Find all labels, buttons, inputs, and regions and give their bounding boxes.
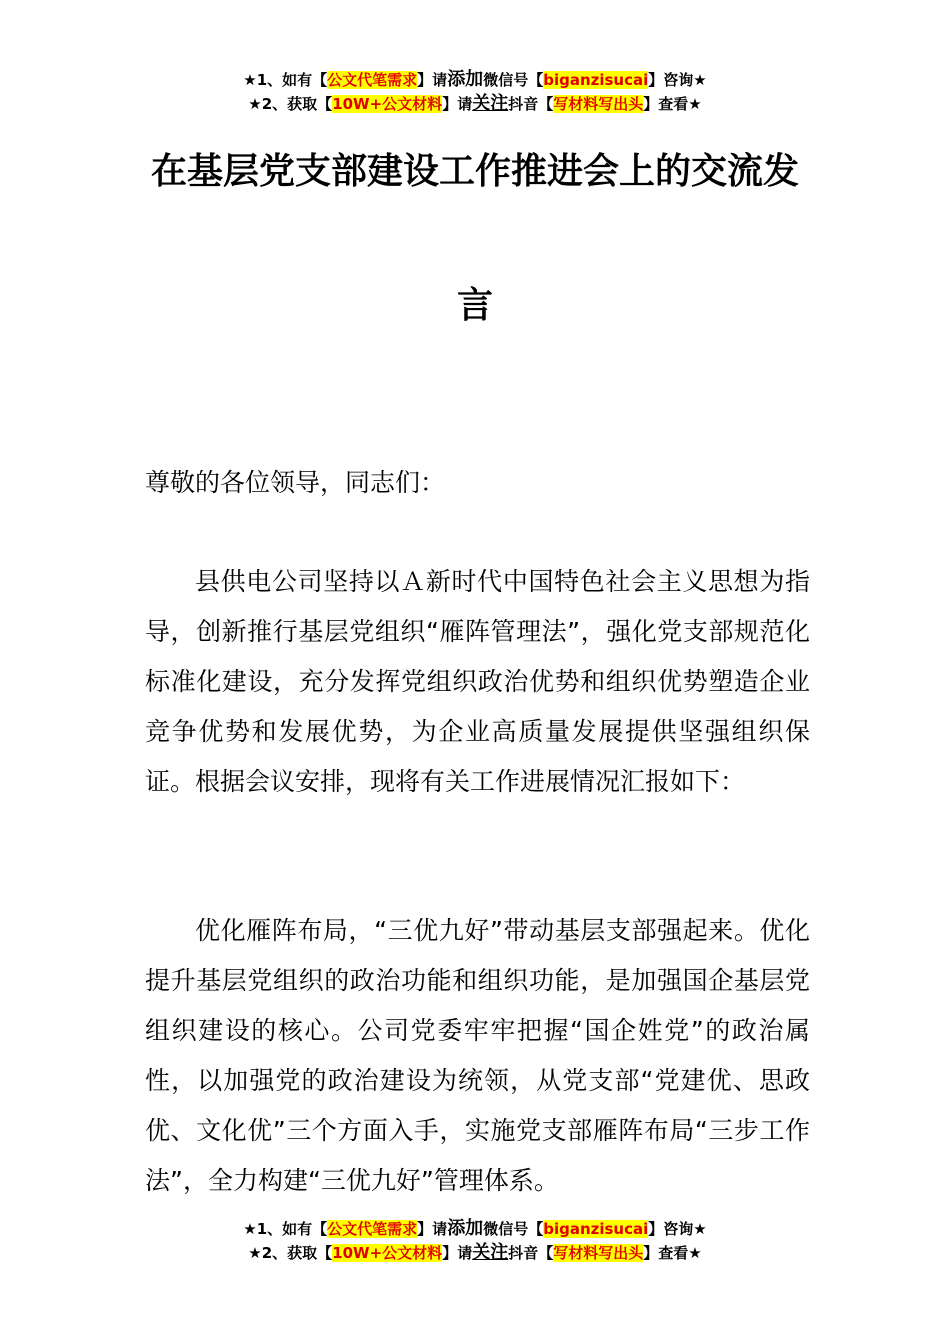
footer-highlight-service: 公文代笔需求	[327, 1220, 418, 1238]
banner-line-1: ★1、如有【公文代笔需求】请添加微信号【biganzisucai】咨询★	[243, 69, 707, 90]
title-line-2: 言	[456, 285, 493, 326]
footer-highlight-wechat: biganzisucai	[543, 1220, 649, 1238]
footer-line-2: ★2、获取【10W+公文材料】请关注抖音【写材料写出头】查看★	[248, 1242, 702, 1263]
header-banner	[0, 68, 950, 116]
footer-line-1: ★1、如有【公文代笔需求】请添加微信号【biganzisucai】咨询★	[243, 1218, 707, 1239]
banner-highlight-service: 公文代笔需求	[327, 71, 418, 89]
footer-highlight-douyin: 写材料写出头	[553, 1244, 644, 1262]
footer-banner	[0, 1217, 950, 1265]
banner-highlight-materials: 10W+公文材料	[332, 95, 443, 113]
banner-line-2: ★2、获取【10W+公文材料】请关注抖音【写材料写出头】查看★	[248, 93, 702, 114]
paragraph-intro: 县供电公司坚持以Ａ新时代中国特色社会主义思想为指导，创新推行基层党组织“雁阵管理法”，强化党支部规范化标准化建设，充分发挥党组织政治优势和组织优势塑造企业竞争优势和发展优势，为企业高质量发展提供坚强组织保证。根据会议安排，现将有关工作进展情况汇报如下：	[145, 567, 810, 796]
banner-highlight-douyin: 写材料写出头	[553, 95, 644, 113]
paragraph-section-1: 优化雁阵布局，“三优九好”带动基层支部强起来。优化提升基层党组织的政治功能和组织功能，是加强国企基层党组织建设的核心。公司党委牢牢把握“国企姓党”的政治属性，以加强党的政治建设为统领，从党支部“党建优、思政优、文化优”三个方面入手，实施党支部雁阵布局“三步工作法”，全力构建“三优九好”管理体系。	[145, 916, 810, 1195]
footer-highlight-materials: 10W+公文材料	[332, 1244, 443, 1262]
document-title	[0, 150, 950, 328]
salutation: 尊敬的各位领导，同志们：	[145, 468, 446, 497]
title-line-1: 在基层党支部建设工作推进会上的交流发	[150, 151, 799, 192]
banner-highlight-wechat: biganzisucai	[543, 71, 649, 89]
